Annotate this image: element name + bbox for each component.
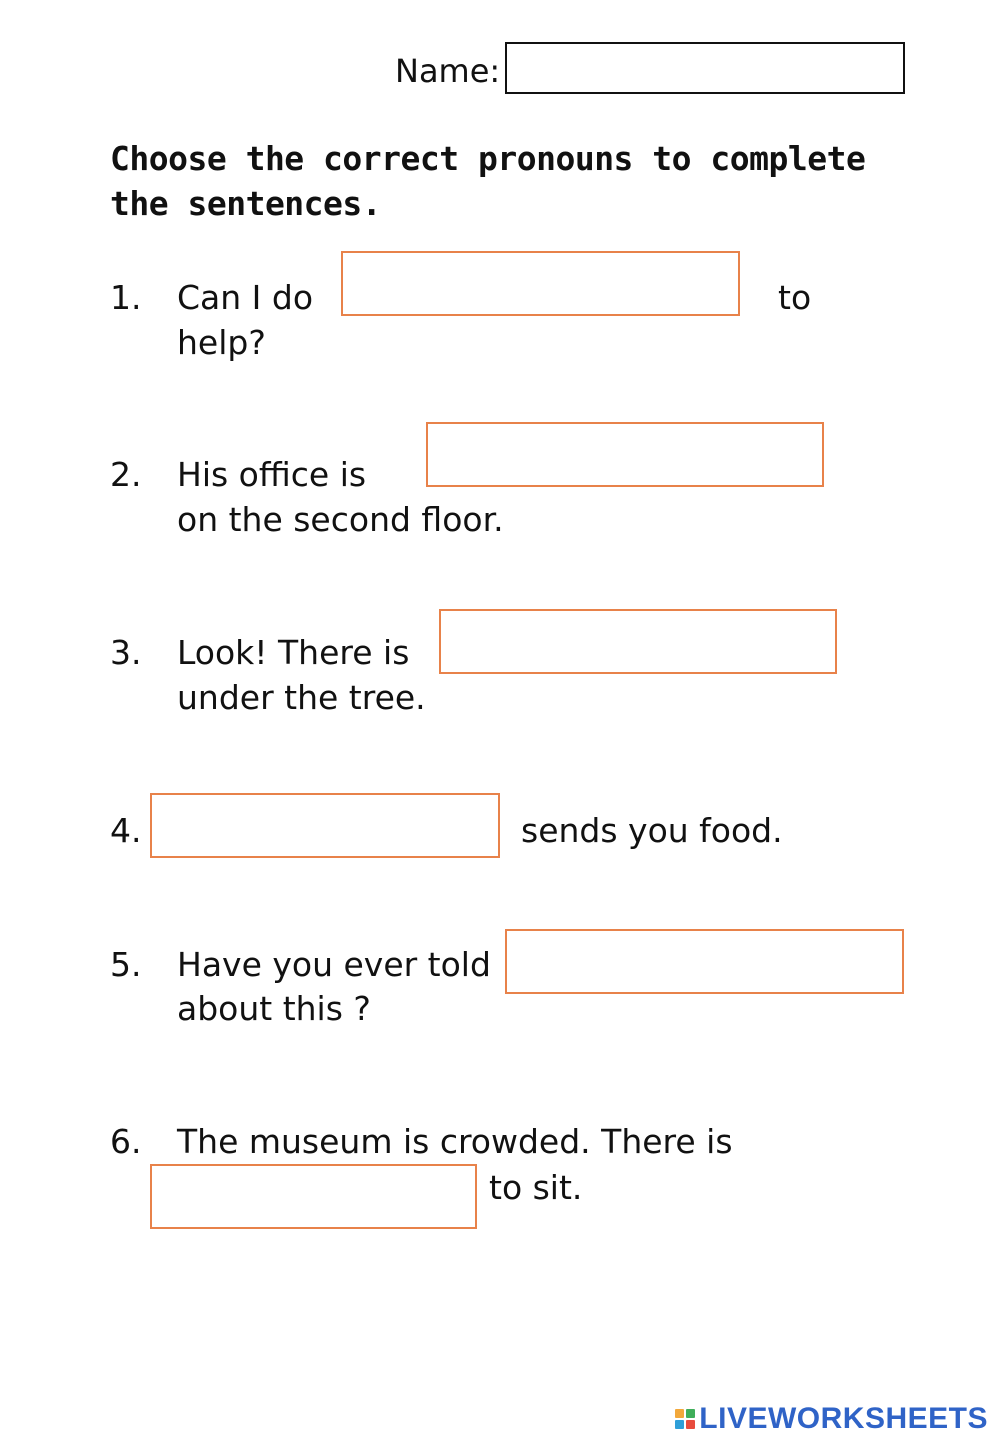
question-2-number: 2. xyxy=(110,455,142,494)
question-5-text-line2: about this ? xyxy=(177,989,371,1028)
brand-text: LIVEWORKSHEETS xyxy=(699,1402,988,1435)
question-2-text-before: His office is xyxy=(177,455,367,494)
logo-square-3 xyxy=(675,1420,684,1429)
question-5-text-before: Have you ever told xyxy=(177,945,491,984)
question-1-text-after: to xyxy=(778,278,812,317)
logo-square-4 xyxy=(686,1420,695,1429)
question-2-text-line2: on the second floor. xyxy=(177,500,504,539)
name-label: Name: xyxy=(395,52,501,90)
question-1-text-before: Can I do xyxy=(177,278,314,317)
question-1-text-line2: help? xyxy=(177,323,266,362)
name-input[interactable] xyxy=(505,42,905,94)
answer-box-2[interactable] xyxy=(426,422,824,487)
answer-box-5[interactable] xyxy=(505,929,904,994)
answer-box-1[interactable] xyxy=(341,251,740,316)
logo-icon xyxy=(675,1409,695,1429)
answer-box-4[interactable] xyxy=(150,793,500,858)
logo-square-1 xyxy=(675,1409,684,1418)
question-4-number: 4. xyxy=(110,811,142,850)
question-6-text-before: The museum is crowded. There is xyxy=(177,1122,733,1161)
question-3-text-before: Look! There is xyxy=(177,633,410,672)
liveworksheets-logo xyxy=(675,1402,988,1436)
question-3-number: 3. xyxy=(110,633,142,672)
answer-box-3[interactable] xyxy=(439,609,837,674)
logo-square-2 xyxy=(686,1409,695,1418)
answer-box-6[interactable] xyxy=(150,1164,477,1229)
question-4-text-after: sends you food. xyxy=(521,811,783,850)
instructions: Choose the correct pronouns to complete the sentences. xyxy=(110,139,866,223)
question-6-number: 6. xyxy=(110,1122,142,1161)
question-1-number: 1. xyxy=(110,278,142,317)
question-5-number: 5. xyxy=(110,945,142,984)
question-3-text-line2: under the tree. xyxy=(177,678,426,717)
question-6-text-after: to sit. xyxy=(489,1168,583,1207)
